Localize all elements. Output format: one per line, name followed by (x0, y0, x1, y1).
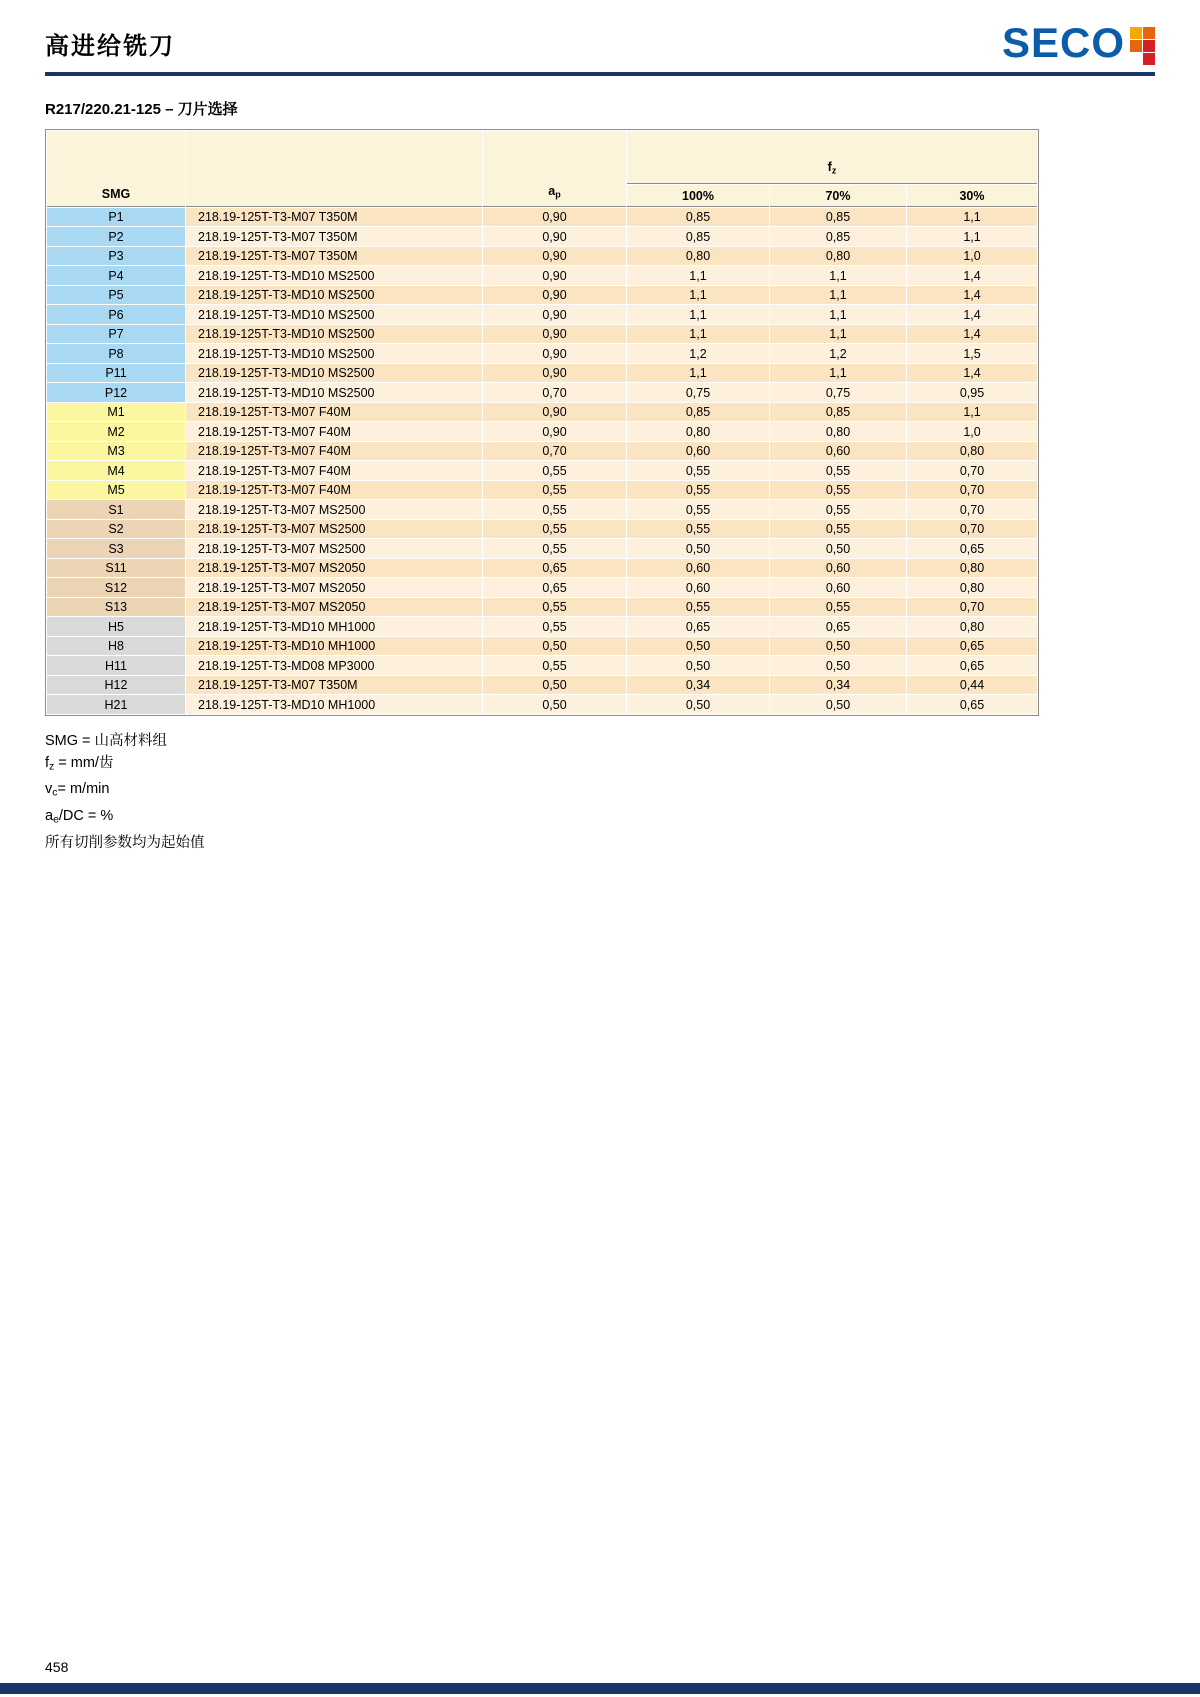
note-vc: $v_c= m/\min$ (45, 781, 110, 800)
fz-70-cell: 1,1 (770, 305, 906, 324)
insert-designation-cell: 218.19-125T-T3-M07 T350M (186, 227, 482, 246)
smg-cell: S1 (47, 500, 185, 519)
fz-100-cell: 0,80 (627, 422, 769, 441)
fz-100-cell: 0,85 (627, 227, 769, 246)
note-smg: SMG = 山高材料组 (45, 732, 168, 749)
fz-70-cell: 0,60 (770, 559, 906, 578)
ap-cell: 0,90 (483, 344, 626, 363)
smg-cell: P1 (47, 208, 185, 227)
table-row (47, 539, 1037, 558)
ap-cell: 0,90 (483, 422, 626, 441)
table-row (47, 656, 1037, 675)
fz-100-cell: 1,1 (627, 364, 769, 383)
ap-cell: 0,55 (483, 617, 626, 636)
column-header-ap: $a_p$ (483, 131, 626, 207)
insert-designation-cell: 218.19-125T-T3-MD10 MS2500 (186, 266, 482, 285)
table-row (47, 227, 1037, 246)
footnotes (45, 730, 1155, 854)
fz-30-cell: 1,4 (907, 305, 1037, 324)
ap-cell: 0,90 (483, 305, 626, 324)
column-header-smg: SMG (47, 131, 185, 207)
table-row (47, 208, 1037, 227)
fz-70-cell: 0,50 (770, 656, 906, 675)
fz-30-cell: 1,1 (907, 227, 1037, 246)
fz-100-cell: 1,1 (627, 305, 769, 324)
fz-70-cell: 0,50 (770, 637, 906, 656)
smg-cell: H11 (47, 656, 185, 675)
table-row (47, 305, 1037, 324)
insert-designation-cell: 218.19-125T-T3-MD10 MS2500 (186, 364, 482, 383)
insert-designation-cell: 218.19-125T-T3-MD10 MH1000 (186, 637, 482, 656)
fz-100-cell: 1,1 (627, 266, 769, 285)
insert-designation-cell: 218.19-125T-T3-MD10 MS2500 (186, 286, 482, 305)
ap-cell: 0,90 (483, 325, 626, 344)
smg-cell: P2 (47, 227, 185, 246)
fz-100-cell: 0,50 (627, 695, 769, 714)
fz-30-cell: 1,5 (907, 344, 1037, 363)
insert-designation-cell: 218.19-125T-T3-M07 MS2500 (186, 500, 482, 519)
column-header-insert (186, 131, 482, 207)
fz-100-cell: 0,60 (627, 442, 769, 461)
insert-designation-cell: 218.19-125T-T3-MD10 MS2500 (186, 383, 482, 402)
smg-cell: S13 (47, 598, 185, 617)
fz-100-cell: 0,80 (627, 247, 769, 266)
fz-100-cell: 0,50 (627, 637, 769, 656)
smg-cell: M1 (47, 403, 185, 422)
table-row (47, 559, 1037, 578)
fz-100-cell: 0,55 (627, 461, 769, 480)
table-header (47, 131, 1037, 207)
ap-cell: 0,50 (483, 637, 626, 656)
fz-30-cell: 1,4 (907, 286, 1037, 305)
fz-70-cell: 1,1 (770, 266, 906, 285)
smg-cell: P11 (47, 364, 185, 383)
ap-cell: 0,90 (483, 266, 626, 285)
smg-cell: P7 (47, 325, 185, 344)
ap-cell: 0,50 (483, 695, 626, 714)
ap-cell: 0,90 (483, 227, 626, 246)
fz-70-cell: 0,55 (770, 520, 906, 539)
ap-cell: 0,90 (483, 364, 626, 383)
seco-logo (1001, 19, 1155, 66)
ap-cell: 0,90 (483, 208, 626, 227)
fz-70-cell: 0,55 (770, 500, 906, 519)
table-row (47, 695, 1037, 714)
table-row (47, 442, 1037, 461)
insert-designation-cell: 218.19-125T-T3-M07 F40M (186, 422, 482, 441)
page-number: 458 (45, 1659, 69, 1675)
insert-designation-cell: 218.19-125T-T3-M07 F40M (186, 481, 482, 500)
fz-100-cell: 0,65 (627, 617, 769, 636)
insert-selection-table (45, 129, 1039, 716)
fz-70-cell: 0,75 (770, 383, 906, 402)
table-row (47, 422, 1037, 441)
fz-70-cell: 0,80 (770, 247, 906, 266)
smg-cell: P6 (47, 305, 185, 324)
fz-30-cell: 0,80 (907, 617, 1037, 636)
fz-100-cell: 0,50 (627, 539, 769, 558)
fz-30-cell: 0,80 (907, 442, 1037, 461)
ap-cell: 0,90 (483, 286, 626, 305)
insert-designation-cell: 218.19-125T-T3-M07 F40M (186, 461, 482, 480)
table-row (47, 500, 1037, 519)
fz-100-cell: 1,1 (627, 325, 769, 344)
smg-cell: S11 (47, 559, 185, 578)
smg-cell: M3 (47, 442, 185, 461)
table-row (47, 344, 1037, 363)
fz-100-cell: 0,55 (627, 500, 769, 519)
table-row (47, 617, 1037, 636)
smg-cell: M4 (47, 461, 185, 480)
fz-70-cell: 0,85 (770, 227, 906, 246)
smg-cell: M5 (47, 481, 185, 500)
ap-cell: 0,55 (483, 520, 626, 539)
fz-30-cell: 1,0 (907, 422, 1037, 441)
ap-cell: 0,55 (483, 656, 626, 675)
fz-100-cell: 0,50 (627, 656, 769, 675)
fz-70-cell: 1,1 (770, 364, 906, 383)
fz-70-cell: 0,85 (770, 403, 906, 422)
fz-70-cell: 0,65 (770, 617, 906, 636)
fz-70-cell: 0,55 (770, 481, 906, 500)
insert-table-body (47, 208, 1037, 714)
fz-100-cell: 1,2 (627, 344, 769, 363)
fz-30-cell: 0,95 (907, 383, 1037, 402)
table-row (47, 403, 1037, 422)
fz-70-cell: 0,60 (770, 578, 906, 597)
ap-cell: 0,70 (483, 442, 626, 461)
fz-100-cell: 0,75 (627, 383, 769, 402)
ap-cell: 0,55 (483, 539, 626, 558)
insert-designation-cell: 218.19-125T-T3-M07 F40M (186, 442, 482, 461)
insert-designation-cell: 218.19-125T-T3-M07 MS2500 (186, 520, 482, 539)
fz-30-cell: 1,1 (907, 208, 1037, 227)
insert-designation-cell: 218.19-125T-T3-M07 T350M (186, 676, 482, 695)
insert-designation-cell: 218.19-125T-T3-MD10 MS2500 (186, 325, 482, 344)
smg-cell: P5 (47, 286, 185, 305)
insert-designation-cell: 218.19-125T-T3-M07 T350M (186, 247, 482, 266)
fz-70-cell: 1,1 (770, 286, 906, 305)
fz-30-cell: 0,70 (907, 500, 1037, 519)
header-divider (45, 72, 1155, 76)
column-header-100: 100% (627, 185, 769, 206)
ap-cell: 0,70 (483, 383, 626, 402)
ap-cell: 0,55 (483, 481, 626, 500)
smg-cell: P3 (47, 247, 185, 266)
section-title: R217/220.21-125 – 刀片选择 (45, 100, 238, 118)
note-fz: $f_z = mm/$齿 (45, 754, 114, 773)
ap-cell: 0,90 (483, 247, 626, 266)
smg-cell: H12 (47, 676, 185, 695)
insert-designation-cell: 218.19-125T-T3-MD10 MS2500 (186, 305, 482, 324)
fz-30-cell: 0,70 (907, 461, 1037, 480)
ap-cell: 0,65 (483, 559, 626, 578)
fz-30-cell: 1,1 (907, 403, 1037, 422)
insert-designation-cell: 218.19-125T-T3-MD08 MP3000 (186, 656, 482, 675)
table-row (47, 481, 1037, 500)
fz-70-cell: 0,50 (770, 539, 906, 558)
column-header-fz: $f_z$ (627, 131, 1037, 185)
fz-100-cell: 1,1 (627, 286, 769, 305)
ap-cell: 0,55 (483, 461, 626, 480)
table-row (47, 520, 1037, 539)
insert-designation-cell: 218.19-125T-T3-M07 F40M (186, 403, 482, 422)
seco-wordmark: SECO (1001, 19, 1125, 66)
ap-cell: 0,55 (483, 500, 626, 519)
seco-logo-mark-icon (1130, 27, 1155, 65)
fz-70-cell: 0,80 (770, 422, 906, 441)
fz-70-cell: 0,50 (770, 695, 906, 714)
table-row (47, 598, 1037, 617)
fz-30-cell: 0,65 (907, 695, 1037, 714)
fz-30-cell: 0,70 (907, 598, 1037, 617)
table-row (47, 676, 1037, 695)
fz-70-cell: 1,2 (770, 344, 906, 363)
fz-100-cell: 0,55 (627, 598, 769, 617)
fz-100-cell: 0,85 (627, 208, 769, 227)
page-title: 高进给铣刀 (45, 34, 175, 60)
smg-cell: M2 (47, 422, 185, 441)
fz-100-cell: 0,34 (627, 676, 769, 695)
smg-cell: S12 (47, 578, 185, 597)
insert-designation-cell: 218.19-125T-T3-MD10 MS2500 (186, 344, 482, 363)
note-all-params: 所有切削参数均为起始值 (45, 834, 205, 851)
insert-designation-cell: 218.19-125T-T3-MD10 MH1000 (186, 617, 482, 636)
insert-designation-cell: 218.19-125T-T3-MD10 MH1000 (186, 695, 482, 714)
fz-100-cell: 0,55 (627, 481, 769, 500)
smg-cell: H8 (47, 637, 185, 656)
fz-30-cell: 0,65 (907, 637, 1037, 656)
fz-30-cell: 1,4 (907, 364, 1037, 383)
note-ae: $a_e/DC$ = % (45, 808, 114, 826)
column-header-30: 30% (907, 185, 1037, 206)
fz-30-cell: 1,4 (907, 325, 1037, 344)
insert-designation-cell: 218.19-125T-T3-M07 MS2050 (186, 598, 482, 617)
ap-cell: 0,65 (483, 578, 626, 597)
ap-cell: 0,90 (483, 403, 626, 422)
fz-30-cell: 1,4 (907, 266, 1037, 285)
table-row (47, 266, 1037, 285)
fz-30-cell: 0,44 (907, 676, 1037, 695)
table-row (47, 637, 1037, 656)
smg-cell: S3 (47, 539, 185, 558)
smg-cell: H5 (47, 617, 185, 636)
smg-cell: P4 (47, 266, 185, 285)
insert-designation-cell: 218.19-125T-T3-M07 MS2050 (186, 559, 482, 578)
table-row (47, 247, 1037, 266)
fz-70-cell: 0,55 (770, 461, 906, 480)
insert-designation-cell: 218.19-125T-T3-M07 MS2050 (186, 578, 482, 597)
fz-30-cell: 1,0 (907, 247, 1037, 266)
table-row (47, 364, 1037, 383)
fz-30-cell: 0,80 (907, 578, 1037, 597)
ap-cell: 0,55 (483, 598, 626, 617)
fz-100-cell: 0,60 (627, 559, 769, 578)
table-row (47, 578, 1037, 597)
bottom-bar (0, 1683, 1200, 1694)
smg-cell: S2 (47, 520, 185, 539)
fz-100-cell: 0,85 (627, 403, 769, 422)
table-row (47, 325, 1037, 344)
fz-70-cell: 1,1 (770, 325, 906, 344)
fz-30-cell: 0,70 (907, 520, 1037, 539)
insert-designation-cell: 218.19-125T-T3-M07 MS2500 (186, 539, 482, 558)
fz-100-cell: 0,55 (627, 520, 769, 539)
table-row (47, 286, 1037, 305)
column-header-70: 70% (770, 185, 906, 206)
smg-cell: H21 (47, 695, 185, 714)
fz-70-cell: 0,34 (770, 676, 906, 695)
fz-30-cell: 0,80 (907, 559, 1037, 578)
table-row (47, 383, 1037, 402)
ap-cell: 0,50 (483, 676, 626, 695)
smg-cell: P8 (47, 344, 185, 363)
fz-30-cell: 0,65 (907, 539, 1037, 558)
table-row (47, 461, 1037, 480)
insert-designation-cell: 218.19-125T-T3-M07 T350M (186, 208, 482, 227)
fz-100-cell: 0,60 (627, 578, 769, 597)
smg-cell: P12 (47, 383, 185, 402)
page-header (45, 0, 1155, 66)
fz-70-cell: 0,85 (770, 208, 906, 227)
fz-70-cell: 0,60 (770, 442, 906, 461)
fz-30-cell: 0,70 (907, 481, 1037, 500)
fz-70-cell: 0,55 (770, 598, 906, 617)
fz-30-cell: 0,65 (907, 656, 1037, 675)
